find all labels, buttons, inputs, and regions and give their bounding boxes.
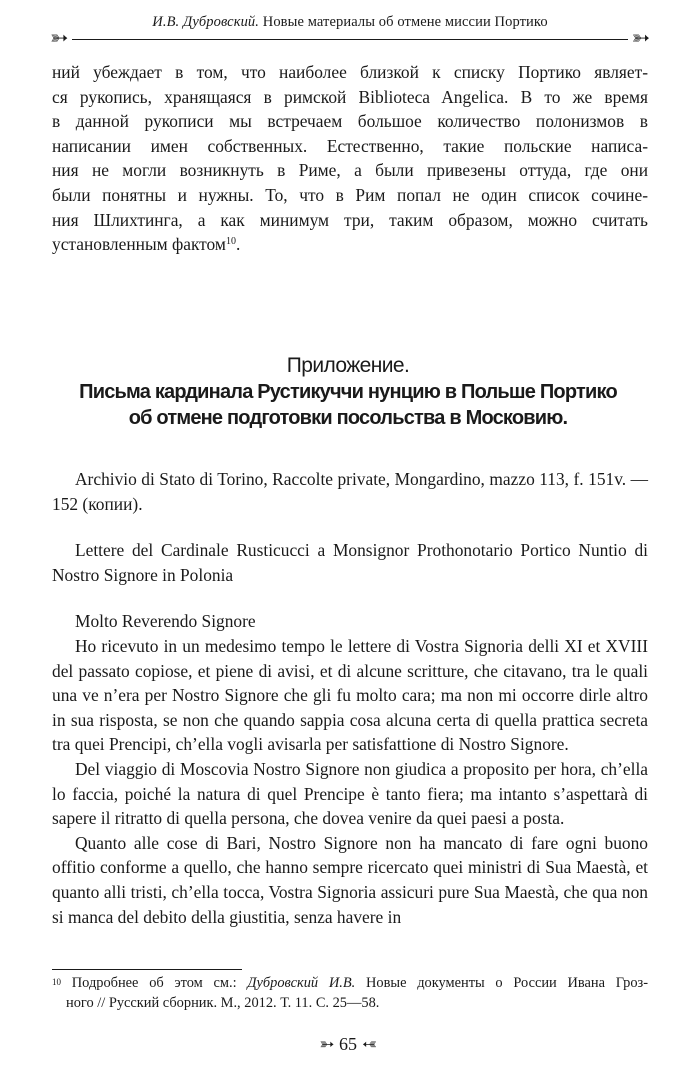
intro-line: написании имен собственных. Естественно, такие польские написа- <box>52 135 648 156</box>
footnote-first-line <box>52 973 648 993</box>
letter-paragraph: Quanto alle cose di Bari, Nostro Signore non ha mancato di fare ogni buono offitio conforme a quello, che hanno sempre ricercato quei ministri di Sua Maestà, et quanto alli tristi, ch’ella tocca, Vostra Signoria assicuri pure Sua Maestà, che qua non si manca del debito della giustitia, senza havere in <box>52 832 648 927</box>
appendix-label: Приложение. <box>286 354 410 377</box>
running-head-text <box>50 14 650 31</box>
running-head-author: И.В. Дубровский. <box>152 14 260 30</box>
footnote-rule <box>52 969 242 970</box>
intro-last-text: установленным фактом <box>52 234 226 255</box>
fleuron-left-icon: ➳ <box>50 26 69 51</box>
footnote-text-after: Новые документы о России Ивана Гроз- <box>366 975 649 991</box>
intro-paragraph <box>52 60 648 257</box>
fleuron-right-icon: ➳ <box>631 26 650 51</box>
footnote-text-before: Подробнее об этом см.: <box>71 975 237 991</box>
running-head <box>50 12 650 52</box>
letter-paragraph: Del viaggio di Moscovia Nostro Signore non giudica a proposito per hora, ch’ella lo faccia, poiché la natura di quel Prencipe è tanto fiera; ma intanto s’aspettarà di sapere il ritratto di quella persona, che dovea venire da quei paesi a posta. <box>52 758 648 829</box>
salutation: Molto Reverendo Signore <box>75 611 256 632</box>
intro-last-punct: . <box>235 234 241 255</box>
appendix-title-line: об отмене подготовки посольства в Московию. <box>128 407 568 429</box>
running-head-title: Новые материалы об отмене миссии Портико <box>262 14 548 30</box>
footnote-author: Дубровский И.В. <box>247 975 356 991</box>
intro-line: были понятны и нужны. То, что в Рим попал не один список сочине- <box>52 184 648 205</box>
intro-line: ся рукопись, хранящаяся в римской Biblioteca Angelica. В то же время <box>52 86 648 107</box>
archival-source: Archivio di Stato di Torino, Raccolte private, Mongardino, mazzo 113, f. 151v. —152 (копии). <box>52 469 648 514</box>
folio-fleuron-left-icon: ➳ <box>319 1034 335 1055</box>
intro-line: ния Шлихтинга, а как минимум три, таким образом, можно считать <box>52 209 648 230</box>
appendix-body <box>52 467 648 929</box>
page-number: 65 <box>339 1034 357 1054</box>
running-head-rule <box>72 39 628 40</box>
intro-line: в данной рукописи мы встречаем большое количество полонизмов в <box>52 111 648 132</box>
intro-line: ний убеждает в том, что наиболее близкой к списку Портико являет- <box>52 62 648 82</box>
footnote-second-line: ного // Русский сборник. М., 2012. Т. 11. С. 25—58. <box>66 995 380 1011</box>
appendix-title-line: Письма кардинала Рустикуччи нунцию в Польше Портико <box>79 381 617 403</box>
intro-last-line <box>52 232 648 257</box>
footnote-reference[interactable]: 10 <box>225 236 236 248</box>
footnote-number: 10 <box>52 977 61 987</box>
folio-fleuron-right-icon: ➳ <box>361 1034 377 1055</box>
letters-heading: Lettere del Cardinale Rusticucci a Monsignor Prothonotario Portico Nuntio di Nostro Signore in Polonia <box>52 540 648 585</box>
page-folio <box>0 1034 696 1055</box>
letter-paragraph: Ho ricevuto in un medesimo tempo le lettere di Vostra Signoria delli XI et XVIII del passato copiose, et piene di avisi, et di alcune scritture, che citavano, tra le quali una ve n’era per Nostro Signore che gli fu molto cara; ma non mi occorre dirle altro in sua risposta, se non che quando sappia cosa alcuna certa di quella prattica secreta tra quei Prencipi, ch’ella vogli avisarla per satisfattione di Nostro Signore. <box>52 635 648 755</box>
appendix-title <box>40 352 656 431</box>
footnote <box>52 973 648 1013</box>
intro-line: ния не могли возникнуть в Риме, а были привезены оттуда, где они <box>52 160 648 181</box>
